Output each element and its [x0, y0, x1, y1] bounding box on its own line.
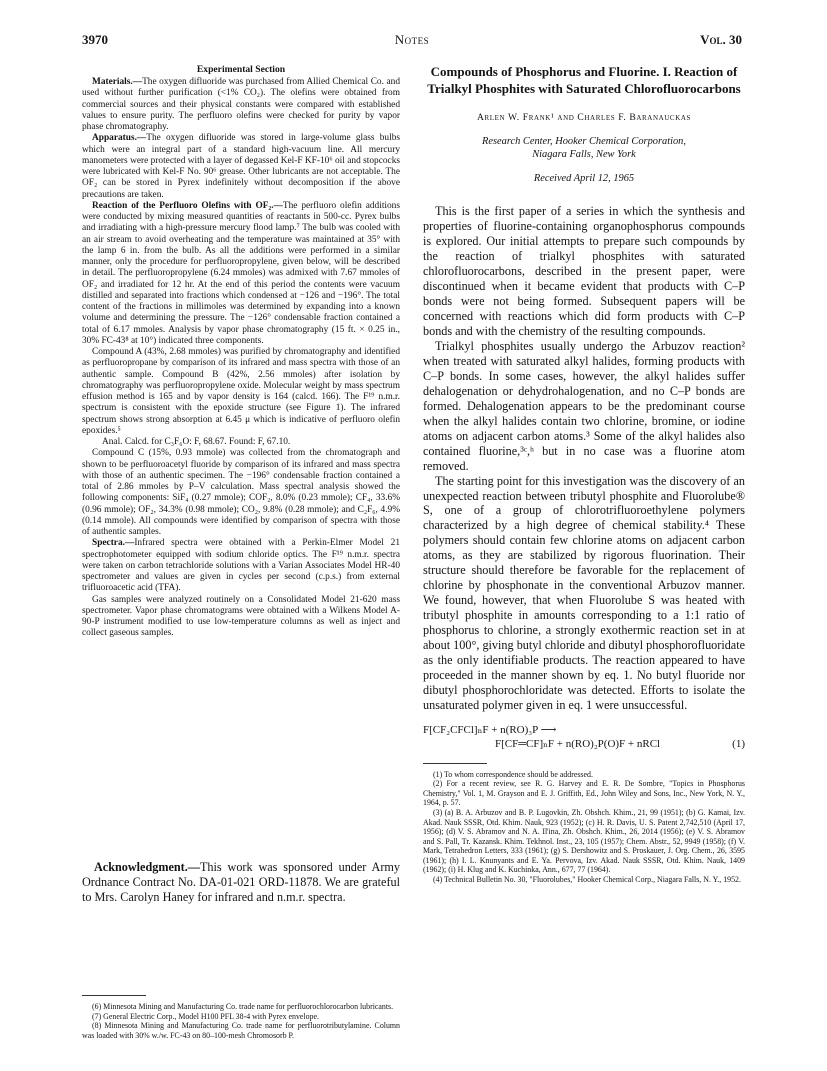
body-paragraph: The starting point for this investigation was the discovery of an unexpected reaction between tributyl phosphite and Fluorolube® S, one of a group of chlorotrifluoroethylene polymers characterized by a high degree of chemical stability.⁴ These polymers should contain few chlorine atoms on adjacent carbon atoms, as they are stabilized by rigorous fluorination. Their structure should therefore be favorable for the replacement of chlorine by phosphonate in the conventional Arbuzov manner. We found, however, that when Fluorolube S was heated with tributyl phosphite in amounts corresponding to a 1:1 ratio of phosphorus to chlorine, a strongly exothermic reaction set in at about 100°, giving butyl chloride and dibutyl phosphorofluoridate as the only identifiable products. The reaction appeared to have proceeded in the manner shown by eq. 1. No butyl fluoride nor dibutyl phosphorochloridate was detected. Efforts to isolate the unsaturated polymer given in eq. 1 were unsuccessful. — [423, 473, 745, 712]
footnote: (3) (a) B. A. Arbuzov and B. P. Lugovkin, Zh. Obshch. Khim., 21, 99 (1951); (b) G. Kamai, Izv. Akad. Nauk SSSR, Otd. Khim. Nauk, 923 (1952); (c) H. R. Davis, U. S. Patent 2,742,510 (April 17, 1956); (d) V. S. Abramov and N. A. Il'ina, Zh. Obshch. Khim., 26, 2014 (1956); (e) V. S. Abramov and S. Pall, Tr. Kazansk. Khim. Tekhnol. Inst., 23, 105 (1957); Chem. Abstr., 52, 9949 (1958); (f) V. Mark, Tetrahedron Letters, 333 (1961); (g) S. Dershowitz and S. Proskauer, J. Org. Chem., 26, 3595 (1961); (h) I. L. Knunyants and E. Ya. Pervova, Izv. Akad. Nauk SSSR, Otd. Khim. Nauk, 1409 (1962); (i) H. Klug and K. Kuchinka, Ann., 677, 77 (1964). — [423, 808, 745, 875]
paragraph-compound-a — [82, 347, 400, 437]
paragraph-analysis — [82, 437, 400, 448]
experimental-section-heading: Experimental Section — [196, 64, 286, 75]
equation-number: (1) — [732, 737, 745, 750]
paragraph-text: Gas samples were analyzed routinely on a Consolidated Model 21-620 mass spectrometer. Vapor phase chromatograms were obtained with a Wilkens Model A-90-P instrument modified to use low-temperature columns as well as inject and collect gaseous samples. — [82, 594, 400, 639]
received-date: Received April 12, 1965 — [533, 173, 635, 185]
footnote: (4) Technical Bulletin No. 30, "Fluorolubes," Hooker Chemical Corp., Niagara Falls, N. Y., 1952. — [433, 874, 741, 884]
paragraph-compound-c — [82, 448, 400, 538]
paragraph-text: Compound C (15%, 0.93 mmole) was collected from the chromatograph and shown to be perfluoroacetyl fluoride by comparison of its infrared and mass spectra with those of an authentic specimen. The −196° condensable fraction contained a total of 2.86 mmoles by P–V calculation. Mass spectral analysis showed the following components: SiF₄ (0.27 mmole); COF₂, 8.0% (0.23 mmole); CF₄, 33.6% (0.96 mmole); OF₂, 34.3% (0.98 mmole); CO₂, 9.8% (0.28 mmole); and C₂F₆, 4.9% (0.14 mmole). All compounds were identified by comparison of spectra with those of authentic samples. — [82, 448, 400, 537]
paragraph-text: The perfluoro olefin additions were conducted by mixing measured quantities of reactants in 500-cc. Pyrex bulbs and irradiating with a high-pressure mercury flood lamp.⁷ The bulb was cooled with an air stream to avoid overheating and the temperature was maintained at 35° with the lamp 6 in. from the bulb. As all the additions were performed in a similar manner, only the procedure for perfluoropropylene, given below, will be described in detail. The perfluoropropylene (6.24 mmoles) was admixed with 7.67 mmoles of OF₂ and irradiated for 12 hr. At the end of this period the contents were vacuum distilled and separated into fractions which condensed at −126 and −196°. The total content of the fractions in millimoles was determined by expanding into a known volume and determining the pressure. The −126° condensable fraction contained a total of 6.17 mmoles. Analysis by vapor phase chromatography (15 ft. × 0.25 in., 30% FC-43⁸ at 10°) indicated three components. — [82, 200, 400, 346]
paragraph-gas-samples — [82, 595, 400, 640]
run-in-heading: Reaction of the Perfluoro Olefins with OF₂.— — [92, 200, 283, 211]
page-number: 3970 — [82, 32, 108, 47]
body-paragraph: This is the first paper of a series in which the synthesis and properties of fluorine-containing organophosphorus compounds is explored. Our initial attempts to prepare such compounds by the reaction of trialkyl phosphites with saturated chlorofluorocarbons, described in the present paper, were discontinued when it became evident that products with C–P bonds were not being formed. Subsequent papers will be concerned with reactions which did form products with C–P bonds and with the chemistry of the resulting compounds. — [423, 204, 745, 339]
acknowledgment-paragraph — [82, 860, 400, 905]
footnote: (2) For a recent review, see R. G. Harvey and E. R. De Sombre, "Topics in Phosphorus Chemistry," Vol. 1, M. Grayson and E. J. Griffith, Ed., John Wiley and Sons, Inc., New York, N. Y., 1964, p. 57. — [423, 779, 745, 808]
article-title: Compounds of Phosphorus and Fluorine. I. Reaction of Trialkyl Phosphites with Saturated Chlorofluorocarbons — [427, 64, 741, 96]
paragraph-text: Anal. Calcd. for C₃F₆O: F, 68.67. Found: F, 67.10. — [102, 437, 291, 447]
equation-1 — [423, 723, 745, 753]
paragraph-reaction — [82, 201, 400, 347]
paragraph-text: Infrared spectra were obtained with a Perkin-Elmer Model 21 spectrophotometer equipped with sodium chloride optics. The F¹⁹ n.m.r. spectra were taken on carbon tetrachloride solutions with a Varian Associates Model HR-40 spectrometer and values are given in cycles per second (c.p.s.) from external trifluoroacetic acid (TFA). — [82, 538, 400, 594]
paragraph-text: Compound A (43%, 2.68 mmoles) was purified by chromatography and identified as perfluoropropane by comparison of its infrared and mass spectra with those of an authentic sample. Compound B (42%, 2.56 mmoles) after isolation by chromatography was perfluoropropylene oxide. Molecular weight by mass spectrum effusion method is 165 and by vapor density is 164 (calcd. 166). The F¹⁹ n.m.r. spectrum is consistent with the epoxide structure (see Figure 1). The infrared spectrum shows strong absorption at 6.45 μ which is indicative of perfluoro olefin epoxides.⁵ — [82, 347, 400, 436]
paragraph-text: The oxygen difluoride was purchased from Allied Chemical Co. and used without further purification (<1% CO₂). The olefins were obtained from commercial sources and their physical constants were compared with established values to ensure purity. The perfluoro olefins were checked for purity by vapor phase chromatography. — [82, 77, 400, 132]
body-paragraph: Trialkyl phosphites usually undergo the Arbuzov reaction² when treated with saturated alkyl halides, forming products with C–P bonds. In some cases, however, the alkyl halides suffer dehalogenation or dehydrohalogenation, and no C–P bonds are formed. Dehalogenation appears to be the predominant course when the alkyl halides contain two chlorine, bromine, or iodine atoms on adjacent carbon atoms.³ Some of the alkyl halides also contained fluorine,³ᶜ,ʰ but in no case was a fluorine atom removed. — [423, 338, 745, 473]
affiliation-line: Niagara Falls, New York — [532, 149, 636, 161]
left-column — [82, 64, 400, 640]
volume-number: Vol. 30 — [700, 32, 742, 47]
footnote-rule-right — [423, 763, 487, 764]
equation-line: F[CF═CF]ₙF + n(RO)₂P(O)F + nRCl — [495, 737, 661, 750]
affiliation — [423, 135, 745, 161]
acknowledgment — [82, 860, 400, 905]
footnote-rule-left — [82, 995, 146, 996]
article-body — [423, 204, 745, 712]
paragraph-text: The oxygen difluoride was stored in large-volume glass bulbs which were an integral part of a standard high-vacuum line. All mercury manometers were protected with a layer of degassed Kel-F KF-10⁶ oil and stopcocks were lubricated with Kel-F No. 90⁶ grease. Other lubricants are not acceptable. The OF₂ can be stored in Pyrex indefinitely without decomposition if the above precautions are taken. — [82, 133, 400, 200]
left-footnotes — [82, 1002, 400, 1040]
acknowledgment-text: This work was sponsored under Army Ordnance Contract No. DA-01-021 ORD-11878. We are grateful to Mrs. Carolyn Haney for infrared and n.m.r. spectra. — [82, 860, 400, 904]
paragraph-apparatus — [82, 133, 400, 201]
equation-line: F[CF₂CFCl]ₙF + n(RO)₃P ⟶ — [423, 723, 557, 736]
running-head — [82, 32, 742, 50]
paragraph-spectra — [82, 538, 400, 594]
footnote: (1) To whom correspondence should be addressed. — [433, 769, 593, 779]
experimental-text — [82, 77, 400, 640]
section-name: Notes — [394, 32, 430, 47]
affiliation-line: Research Center, Hooker Chemical Corporation, — [482, 136, 686, 147]
paragraph-materials — [82, 77, 400, 133]
run-in-heading: Materials.— — [92, 77, 143, 87]
footnote: (8) Minnesota Mining and Manufacturing Co. trade name for perfluorotributylamine. Column was loaded with 30% w./w. FC-43 on 80–100-mesh Chromosorb P. — [82, 1021, 400, 1040]
footnote: (7) General Electric Corp., Model H100 PFL 38-4 with Pyrex envelope. — [92, 1011, 319, 1021]
footnote: (6) Minnesota Mining and Manufacturing Co. trade name for perfluorochlorocarbon lubricants. — [92, 1002, 394, 1011]
run-in-heading: Apparatus.— — [92, 133, 147, 144]
right-footnotes — [423, 770, 745, 885]
run-in-heading: Spectra.— — [92, 538, 135, 549]
article-authors: Arlen W. Frank¹ and Charles F. Baranauckas — [476, 112, 691, 123]
acknowledgment-heading: Acknowledgment.— — [94, 860, 200, 874]
right-column — [423, 64, 745, 884]
